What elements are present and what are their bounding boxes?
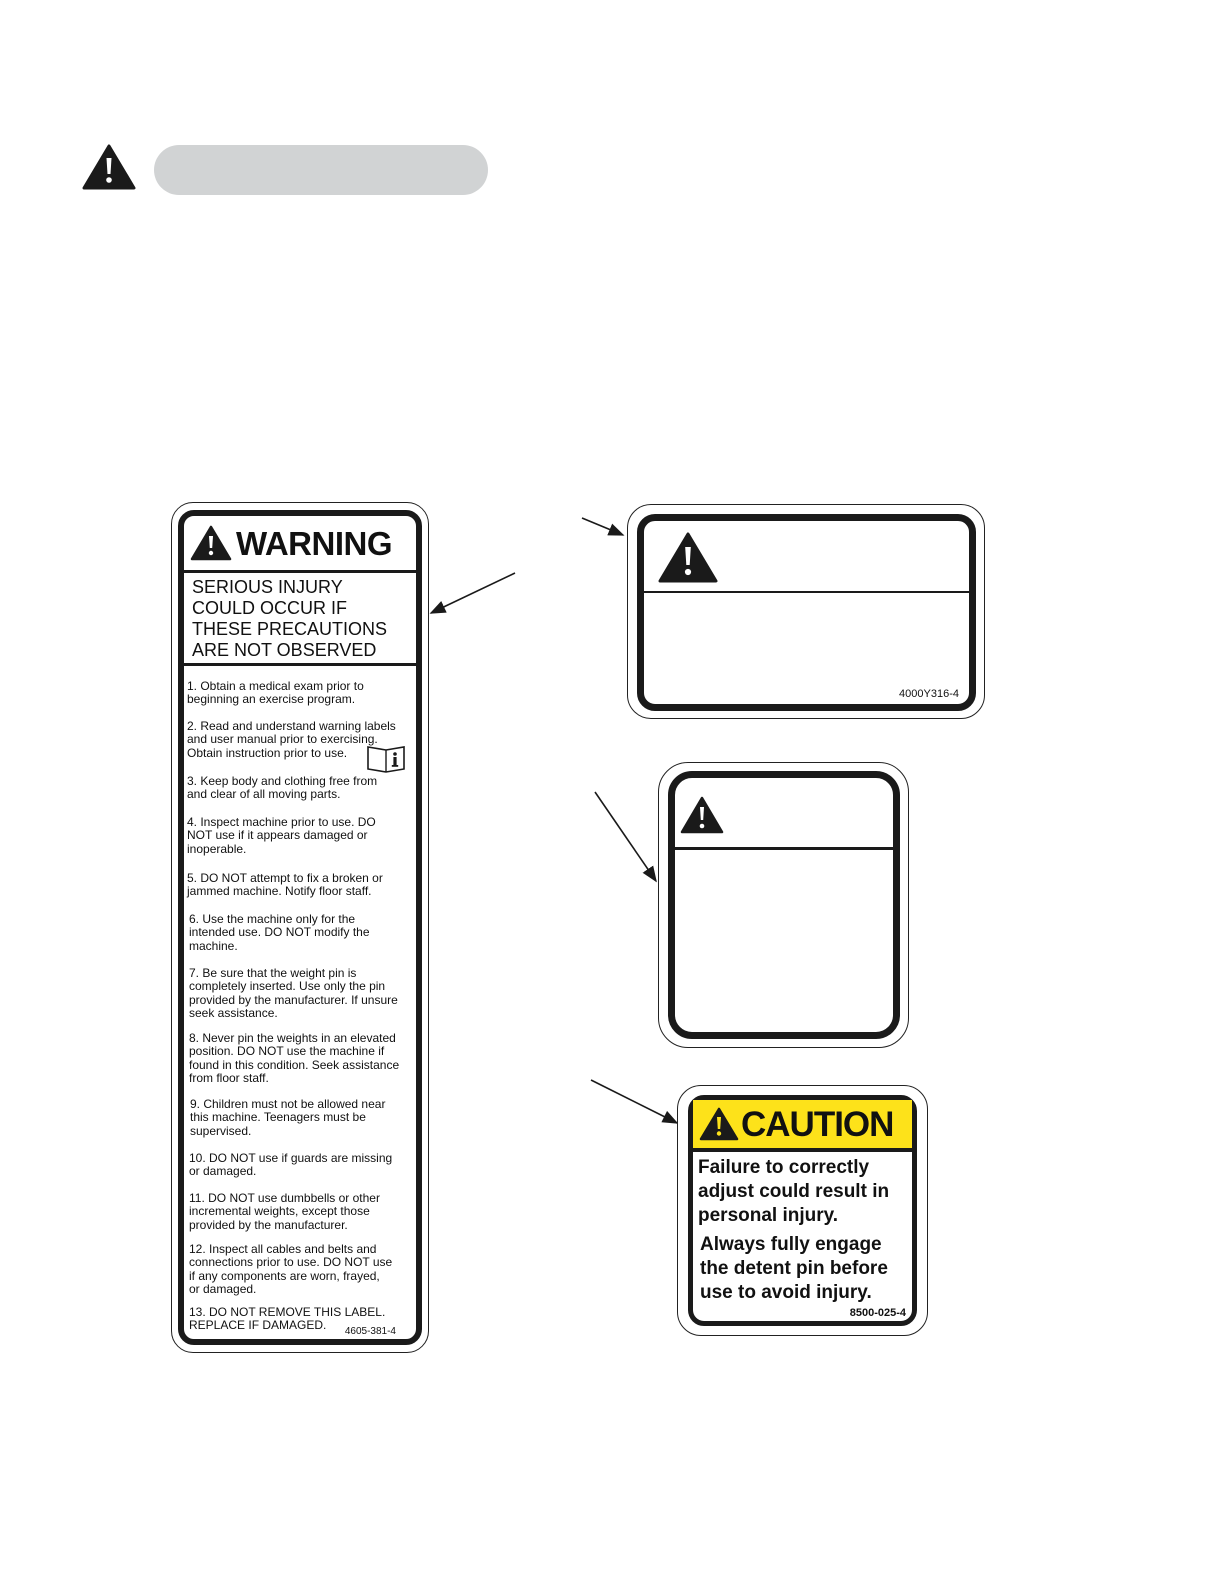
blank-wide-label: [637, 514, 976, 711]
blank-square-label-divider: [675, 847, 893, 850]
warning-item-6: 6. Use the machine only for the intended use. DO NOT modify the machine.: [189, 912, 370, 953]
warning-triangle-icon: [680, 796, 724, 834]
warning-triangle-icon: [190, 525, 232, 561]
blank-square-label: [668, 771, 900, 1039]
caution-signal-word: CAUTION: [741, 1104, 894, 1144]
warning-triangle-icon: [699, 1107, 739, 1141]
section-heading-bar: [154, 145, 488, 195]
warning-item-10: 10. DO NOT use if guards are missing or damaged.: [189, 1151, 393, 1179]
arrow-to-caution-label: [591, 1080, 677, 1123]
caution-message-2: Always fully engage the detent pin before use to avoid injury.: [700, 1234, 888, 1303]
warning-subhead-box: [184, 573, 416, 666]
warning-item-12: 12. Inspect all cables and belts and connections prior to use. DO NOT use if any components are worn, frayed, or damaged.: [189, 1242, 393, 1297]
warning-item-7: 7. Be sure that the weight pin is completely inserted. Use only the pin provided by the manufacturer. If unsure seek assistance.: [189, 966, 398, 1021]
warning-item-8: 8. Never pin the weights in an elevated position. DO NOT use the machine if found in this condition. Seek assistance from floor staff.: [189, 1031, 400, 1086]
blank-wide-part-number: 4000Y316-4: [899, 688, 959, 700]
warning-item-4: 4. Inspect machine prior to use. DO NOT use if it appears damaged or inoperable.: [187, 815, 376, 856]
warning-triangle-icon: [82, 144, 136, 190]
warning-subhead-text: SERIOUS INJURY COULD OCCUR IF THESE PRECAUTIONS ARE NOT OBSERVED: [192, 577, 388, 660]
warning-item-13: 13. DO NOT REMOVE THIS LABEL. REPLACE IF DAMAGED.: [189, 1305, 386, 1333]
blank-wide-label-divider: [644, 591, 969, 593]
arrow-to-blank-square-label: [595, 792, 656, 881]
caution-part-number: 8500-025-4: [849, 1307, 906, 1319]
warning-item-9: 9. Children must not be allowed near this machine. Teenagers must be supervised.: [190, 1097, 386, 1138]
caution-label: [688, 1095, 917, 1326]
caution-label-header: [693, 1100, 912, 1152]
warning-label: [178, 510, 422, 1345]
warning-item-11: 11. DO NOT use dumbbells or other incremental weights, except those provided by the manufacturer.: [189, 1191, 380, 1232]
arrow-to-blank-wide-label: [582, 518, 623, 535]
warning-triangle-icon: [658, 532, 718, 583]
arrow-to-warning-label: [431, 573, 515, 613]
warning-item-3: 3. Keep body and clothing free from and clear of all moving parts.: [187, 774, 378, 802]
warning-part-number: 4605-381-4: [344, 1326, 396, 1337]
warning-signal-word: WARNING: [236, 524, 392, 562]
warning-item-5: 5. DO NOT attempt to fix a broken or jammed machine. Notify floor staff.: [187, 871, 383, 899]
warning-item-1: 1. Obtain a medical exam prior to beginning an exercise program.: [187, 679, 364, 707]
warning-label-header: [184, 516, 416, 573]
caution-message-1: Failure to correctly adjust could result in personal injury.: [698, 1157, 890, 1226]
warning-item-2: 2. Read and understand warning labels and user manual prior to exercising. Obtain instruction prior to use.: [187, 719, 396, 760]
read-manual-icon: [366, 743, 406, 773]
